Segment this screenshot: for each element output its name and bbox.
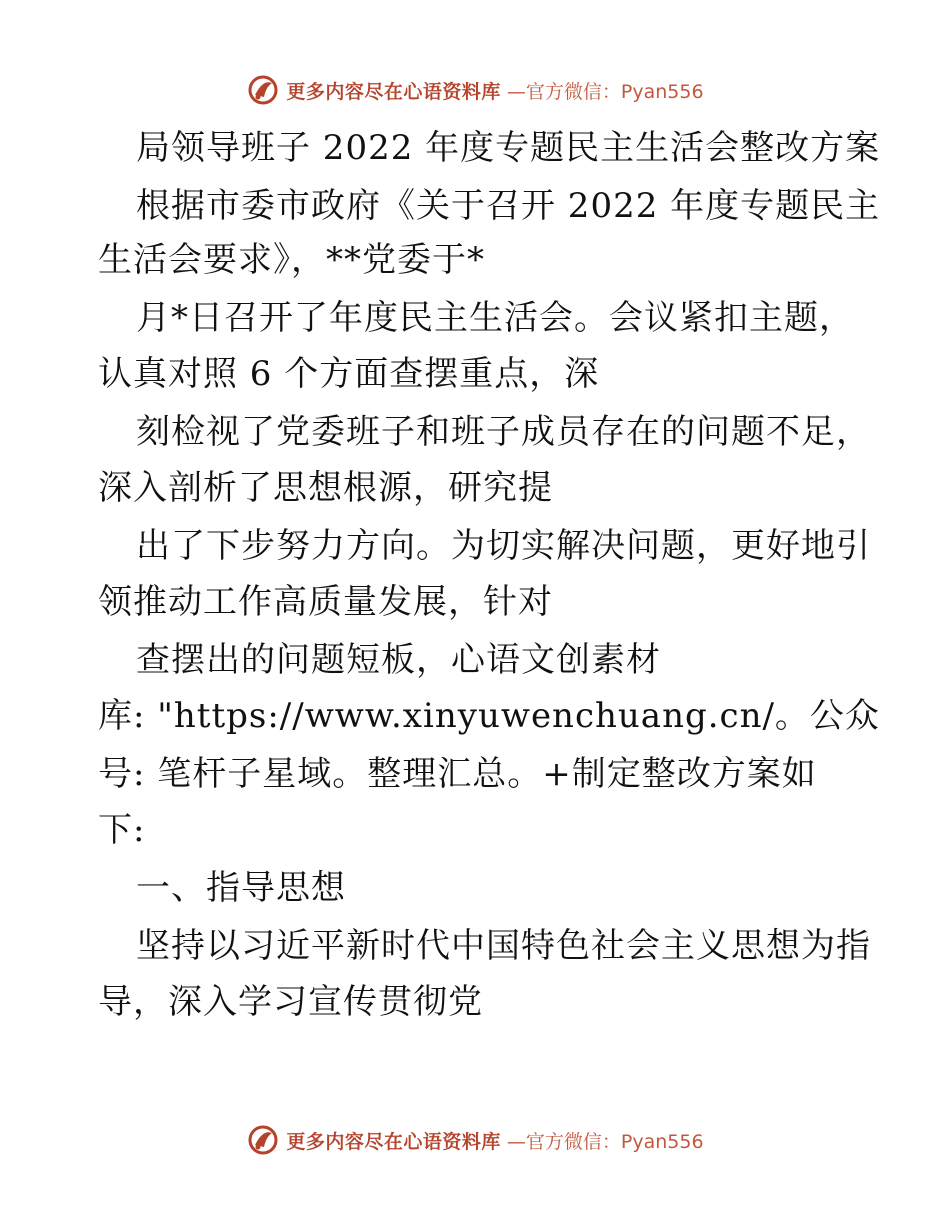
paragraph-line: 生活会要求》，**党委于* [98,240,485,280]
section-heading: 一、指导思想 [136,868,346,908]
paragraph-line: 领推动工作高质量发展，针对 [98,582,553,622]
document-title: 局领导班子 2022 年度专题民主生活会整改方案 [136,128,881,168]
banner-sub-text: —官方微信：Pyan556 [506,80,704,103]
brush-seal-icon [246,73,280,107]
paragraph-line: 认真对照 6 个方面查摆重点，深 [98,354,600,394]
paragraph-line: 深入剖析了思想根源，研究提 [98,468,553,508]
paragraph-line: 库: "https://www.xinyuwenchuang.cn/。公众 [98,696,880,736]
paragraph-line: 导，深入学习宣传贯彻党 [98,982,483,1022]
banner-main-text: 更多内容尽在心语资料库 [286,1130,501,1153]
paragraph-line: 坚持以习近平新时代中国特色社会主义思想为指 [136,926,871,966]
brush-seal-icon [246,1123,280,1157]
header-watermark-banner [0,70,950,110]
paragraph-line: 查摆出的问题短板，心语文创素材 [136,640,661,680]
paragraph-line: 出了下步努力方向。为切实解决问题，更好地引 [136,526,871,566]
paragraph-line: 月*日召开了年度民主生活会。会议紧扣主题， [136,298,854,338]
banner-main-text: 更多内容尽在心语资料库 [286,80,501,103]
banner-sub-text: —官方微信：Pyan556 [506,1130,704,1153]
paragraph-line: 根据市委市政府《关于召开 2022 年度专题民主 [136,186,881,226]
paragraph-line: 刻检视了党委班子和班子成员存在的问题不足， [136,412,871,452]
footer-watermark-banner [0,1120,950,1160]
paragraph-line: 号: 笔杆子星域。整理汇总。+制定整改方案如 [98,754,817,794]
paragraph-line: 下: [98,810,146,850]
